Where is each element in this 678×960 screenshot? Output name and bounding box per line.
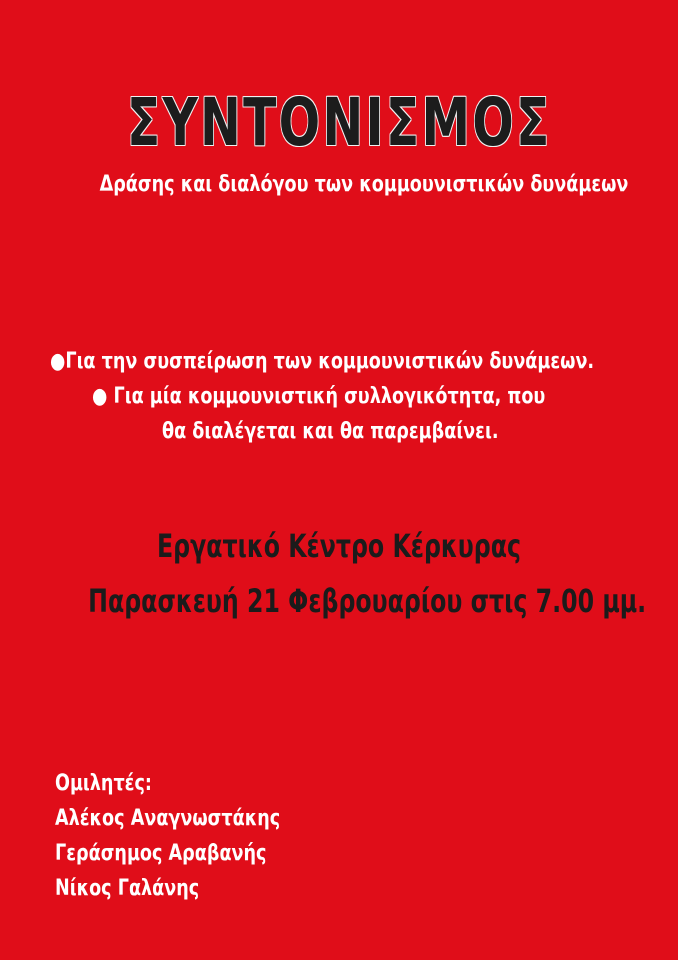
poster-title: ΣΥΝΤΟΝΙΣΜΟΣ	[126, 84, 552, 161]
speaker-name-1: Αλέκος Αναγνωστάκης	[55, 806, 281, 831]
bullet-point-2-continuation: θα διαλέγεται και θα παρεμβαίνει.	[162, 419, 499, 444]
bullet-point-1-text: Για την συσπείρωση των κομμουνιστικών δυνάμεων.	[65, 349, 595, 374]
bullet-point-2	[92, 379, 545, 414]
bullet-icon: ●	[92, 384, 108, 409]
bullet-point-1	[50, 344, 594, 379]
poster-subtitle: Δράσης και διαλόγου των κομμουνιστικών δυνάμεων	[99, 172, 629, 197]
bullet-icon: ●	[50, 349, 66, 374]
speaker-name-2: Γεράσημος Αραβανής	[55, 841, 267, 866]
event-venue: Εργατικό Κέντρο Κέρκυρας	[157, 527, 521, 565]
event-datetime: Παρασκευή 21 Φεβρουαρίου στις 7.00 μμ.	[88, 582, 647, 620]
speakers-heading: Ομιλητές:	[55, 771, 152, 796]
speakers-block	[55, 766, 280, 906]
bullet-point-2-text: Για μία κομμουνιστική συλλογικότητα, που	[113, 384, 546, 409]
speaker-name-3: Νίκος Γαλάνης	[55, 876, 200, 901]
